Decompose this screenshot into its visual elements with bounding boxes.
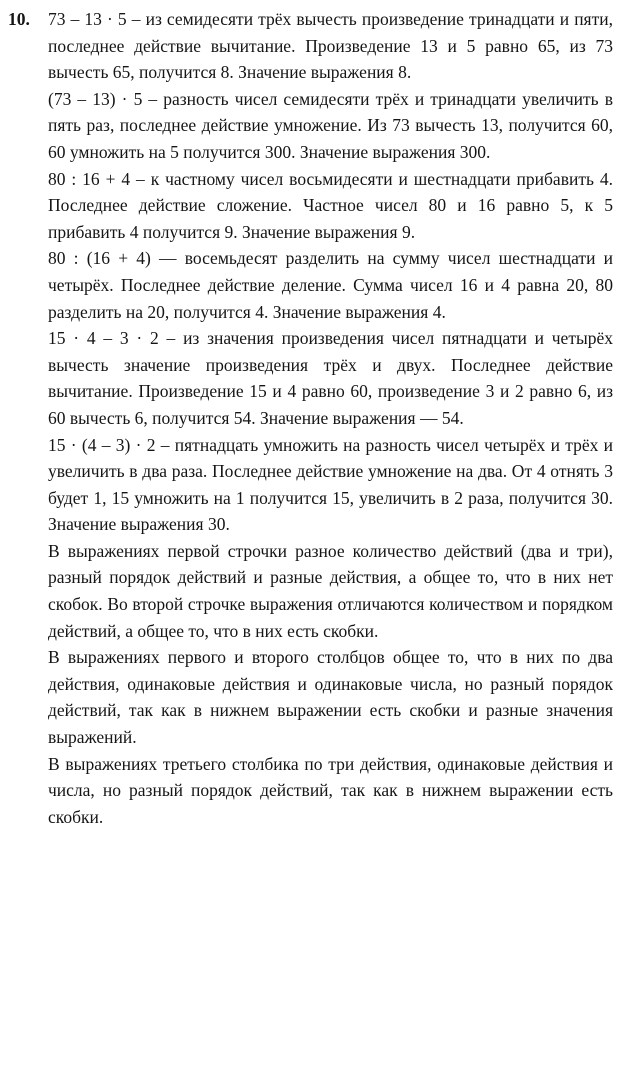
paragraph: (73 – 13) · 5 – разность чисел семидесяти трёх и тринадцати увеличить в пять раз, последнее действие умножение. Из 73 вычесть 13, получится 60, 60 умножить на 5 получится 300. Значение выражения 300. (48, 88, 613, 162)
item-number: 10. (8, 9, 30, 29)
paragraph: В выражениях первой строчки разное количество действий (два и три), разный порядок действий и разные действия, а общее то, что в них нет скобок. Во второй строчке выражения отличаются количеством и порядком действий, а общее то, что в них есть скобки. (48, 540, 613, 641)
paragraph: 15 · (4 – 3) · 2 – пятнадцать умножить на разность чисел четырёх и трёх и увеличить в два раза. Последнее действие умножение на два. От 4 отнять 3 будет 1, 15 умножить на 1 получится 15, увеличить в 2 раза, получится 30. Значение выражения 30. (48, 434, 613, 535)
paragraph: 80 : (16 + 4) — восемьдесят разделить на сумму чисел шестнадцати и четырёх. Последнее действие деление. Сумма чисел 16 и 4 равна 20, 80 разделить на 20, получится 4. Значение выражения 4. (48, 248, 613, 322)
paragraph: 73 – 13 · 5 – из семидесяти трёх вычесть произведение тринадцати и пяти, последнее действие вычитание. Произведение 13 и 5 равно 65, из 73 вычесть 65, получится 8. Значение выражения 8. (48, 9, 613, 83)
paragraphs (48, 6, 613, 830)
paragraph: В выражениях третьего столбика по три действия, одинаковые действия и числа, но разный порядок действий, так как в нижнем выражении есть скобки. (48, 753, 613, 827)
paragraph: В выражениях первого и второго столбцов общее то, что в них по два действия, одинаковые действия и одинаковые числа, но разный порядок действий, так как в нижнем выражении есть скобки и разные значения выражений. (48, 647, 613, 748)
paragraph: 80 : 16 + 4 – к частному чисел восьмидесяти и шестнадцати прибавить 4. Последнее действие сложение. Частное чисел 80 и 16 равно 5, к 5 прибавить 4 получится 9. Значение выражения 9. (48, 168, 613, 242)
paragraph: 15 · 4 – 3 · 2 – из значения произведения чисел пятнадцати и четырёх вычесть значение произведения трёх и двух. Последнее действие вычитание. Произведение 15 и 4 равно 60, произведение 3 и 2 равно 6, из 60 вычесть 6, получится 54. Значение выражения — 54. (48, 328, 613, 428)
